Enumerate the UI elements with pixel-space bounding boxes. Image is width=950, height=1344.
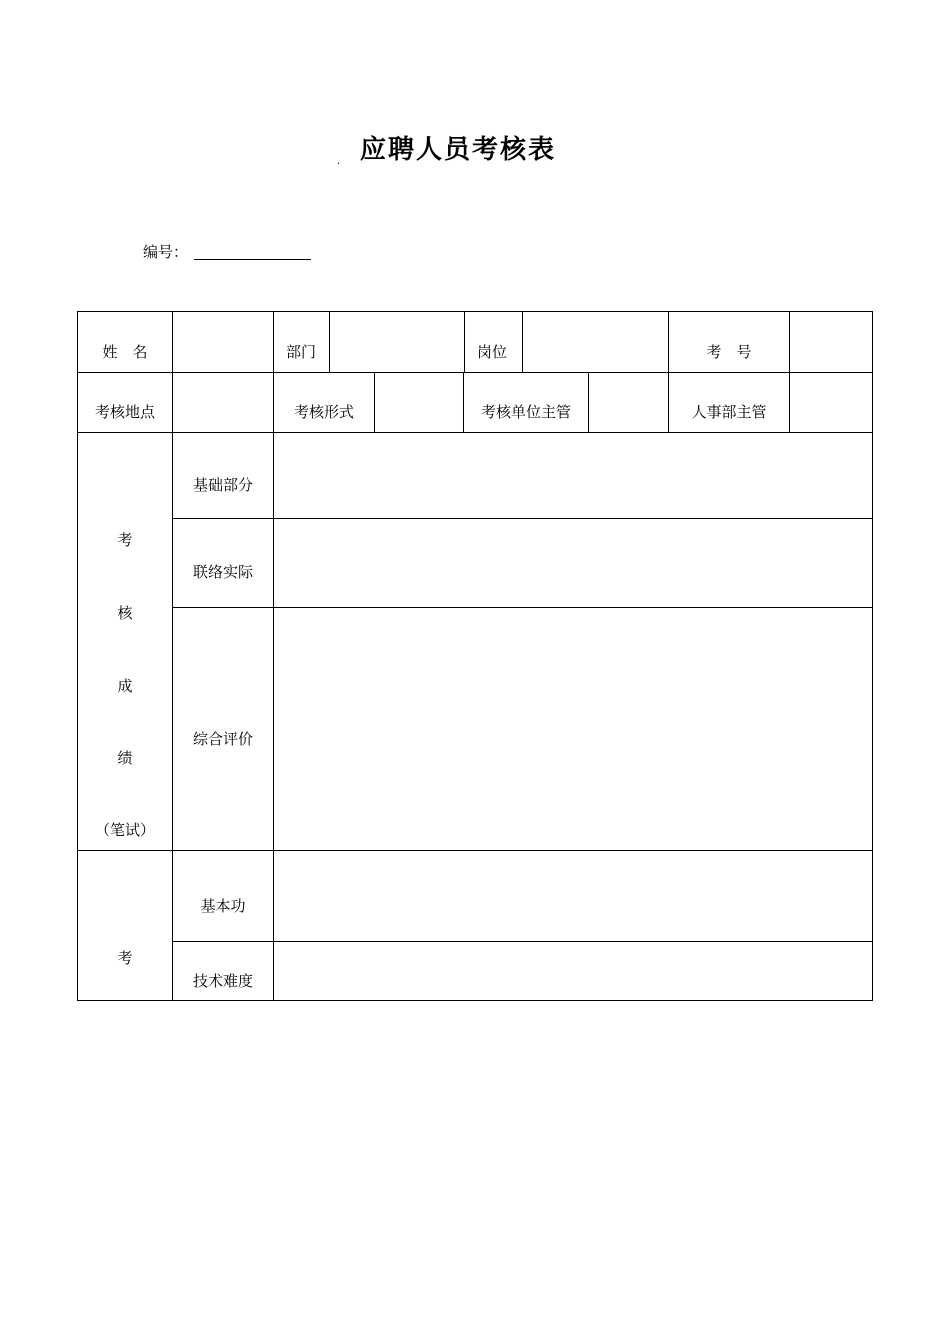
name-field[interactable]: [173, 313, 272, 371]
exam-format-field[interactable]: [375, 373, 462, 431]
overall-evaluation-label: 综合评价: [192, 730, 254, 748]
stray-dot: .: [337, 156, 341, 167]
exam-number-field[interactable]: [790, 313, 872, 371]
written-side-char-2: 核: [117, 604, 133, 622]
exam-location-label: 考核地点: [94, 403, 156, 421]
assessment-table: [77, 311, 873, 1001]
practical-side-char: 考: [117, 949, 133, 967]
col-divider: [172, 432, 173, 1000]
written-exam-note: （笔试）: [94, 821, 156, 839]
name-label: 姓 名: [102, 343, 148, 361]
col-divider: [464, 312, 465, 372]
written-side-char-4: 绩: [117, 749, 133, 767]
col-divider: [668, 372, 669, 432]
basic-section-field[interactable]: [274, 433, 872, 517]
unit-supervisor-field[interactable]: [589, 373, 667, 431]
position-label: 岗位: [477, 343, 508, 361]
position-field[interactable]: [523, 313, 667, 371]
exam-location-field[interactable]: [173, 373, 272, 431]
technical-difficulty-field[interactable]: [274, 942, 872, 1000]
serial-number-label: 编号：: [143, 243, 189, 261]
col-divider: [273, 312, 274, 372]
col-divider: [668, 312, 669, 372]
department-field[interactable]: [330, 313, 463, 371]
overall-evaluation-field[interactable]: [274, 608, 872, 849]
col-divider: [463, 372, 464, 432]
fundamentals-field[interactable]: [274, 851, 872, 940]
serial-number-field[interactable]: [194, 259, 311, 260]
exam-format-label: 考核形式: [293, 403, 355, 421]
practical-application-label: 联络实际: [192, 563, 254, 581]
written-side-char-3: 成: [117, 677, 133, 695]
technical-difficulty-label: 技术难度: [192, 972, 254, 990]
practical-application-field[interactable]: [274, 519, 872, 606]
fundamentals-label: 基本功: [200, 897, 246, 915]
unit-supervisor-label: 考核单位主管: [480, 403, 572, 421]
written-side-char-1: 考: [117, 531, 133, 549]
hr-supervisor-label: 人事部主管: [691, 403, 767, 421]
form-title: 应聘人员考核表: [360, 135, 557, 165]
hr-supervisor-field[interactable]: [790, 373, 872, 431]
department-label: 部门: [286, 343, 317, 361]
col-divider: [273, 372, 274, 432]
exam-number-label: 考 号: [706, 343, 752, 361]
basic-section-label: 基础部分: [192, 476, 254, 494]
